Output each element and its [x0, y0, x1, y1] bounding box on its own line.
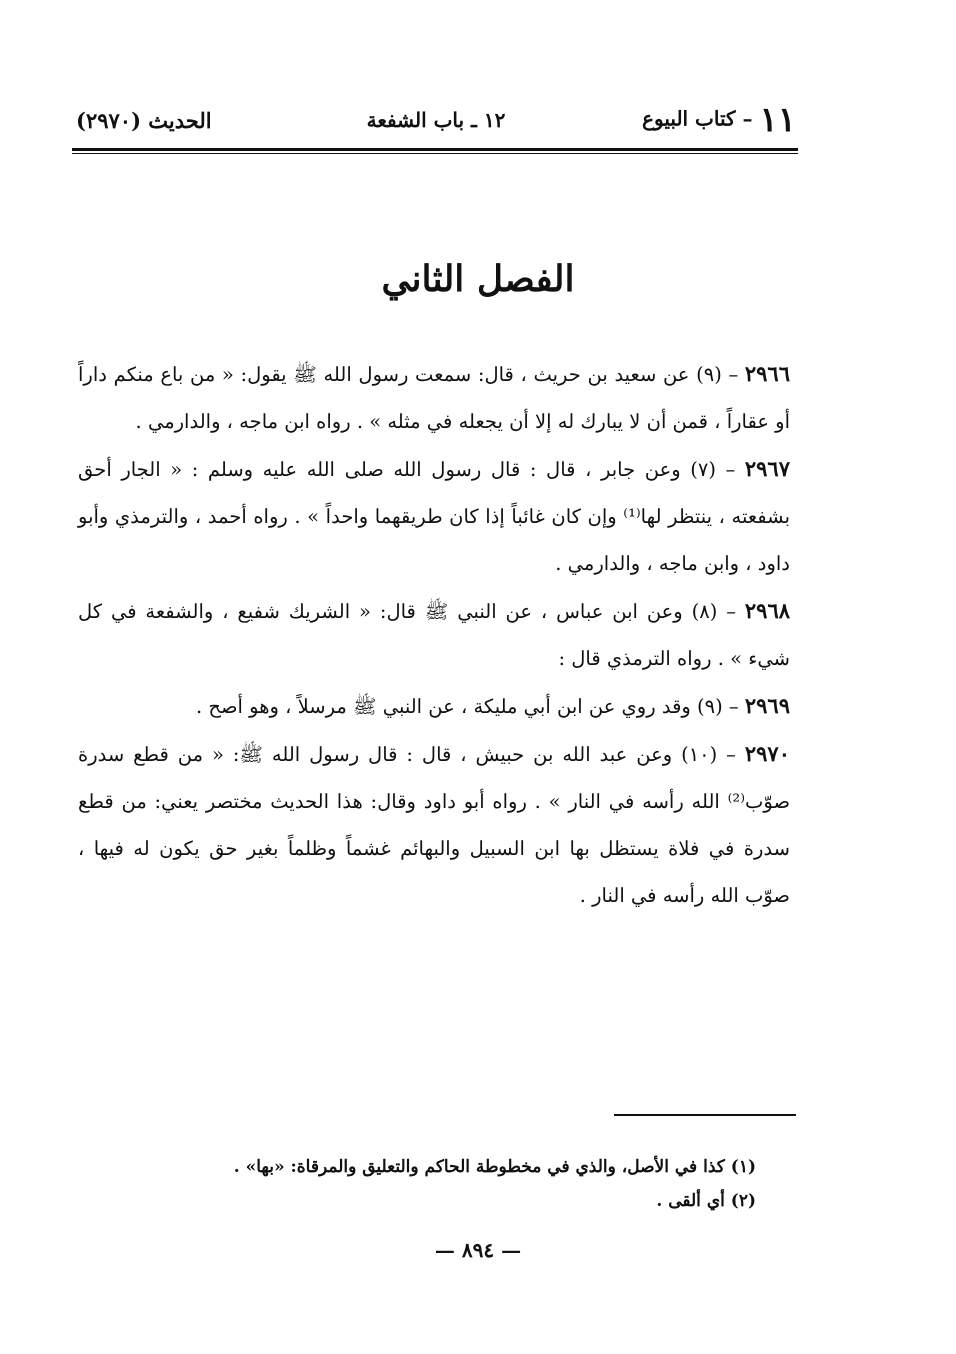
footnotes [160, 1150, 756, 1218]
header-rule-thin [72, 153, 798, 154]
hadith-text: – (١٠) وعن عبد الله بن حبيش ، قال : قال رسول الله ﷺ: « من قطع سدرة صوّب⁽²⁾ الله رأسه في النار » . رواه أبو داود وقال: هذا الحديث مختصر يعني: من قطع سدرة في فلاة يستظل بها ابن السبيل والبهائم غشماً وظلماً بغير حق يكون له فيها ، صوّب الله رأسه في النار . [78, 743, 790, 907]
hadith-number: ٢٩٧٠ [744, 741, 790, 766]
header-rule-thick [72, 148, 798, 151]
footnote: (١) كذا في الأصل، والذي في مخطوطة الحاكم والتعليق والمرقاة: «بها» . [233, 1157, 756, 1177]
hadith-text: – (٩) عن سعيد بن حريث ، قال: سمعت رسول الله ﷺ يقول: « من باع منكم داراً أو عقاراً ، قمن أن لا يبارك له إلا أن يجعله في مثله » . رواه ابن ماجه ، والدارمي . [78, 363, 790, 433]
hadith-paragraph [78, 682, 790, 730]
hadith-paragraph [78, 445, 790, 587]
hadith-list [78, 350, 790, 919]
hadith-paragraph [78, 587, 790, 682]
hadith-number: ٢٩٦٩ [744, 693, 790, 718]
hadith-number: ٢٩٦٦ [744, 361, 790, 386]
hadith-range: الحديث (٢٩٧٠) [76, 108, 212, 133]
hadith-paragraph [78, 730, 790, 919]
hadith-text: – (٩) وقد روي عن ابن أبي مليكة ، عن النبي ﷺ مرسلاً ، وهو أصح . [195, 695, 739, 718]
hadith-number: ٢٩٦٨ [744, 598, 791, 623]
hadith-number: ٢٩٦٧ [744, 456, 790, 481]
page-number: — ٨٩٤ — [434, 1238, 522, 1262]
hadith-text: – (٨) وعن ابن عباس ، عن النبي ﷺ قال: « الشريك شفيع ، والشفعة في كل شيء » . رواه الترمذي قال : [78, 600, 790, 670]
hadith-paragraph [78, 350, 790, 445]
page-header [76, 100, 796, 146]
book-number: ١١ [759, 100, 796, 140]
book-title: – كتاب البيوع [642, 106, 753, 131]
chapter-heading: ١٢ ـ باب الشفعة [366, 108, 506, 132]
section-title: الفصل الثاني [381, 258, 575, 300]
footnote: (٢) أي ألقى . [656, 1191, 756, 1211]
footnote-separator [614, 1114, 796, 1116]
hadith-text: – (٧) وعن جابر ، قال : قال رسول الله صلى الله عليه وسلم : « الجار أحق بشفعته ، ينتظر لها⁽¹⁾ وإن كان غائباً إذا كان طريقهما واحداً » . رواه أحمد ، والترمذي وأبو داود ، وابن ماجه ، والدارمي . [78, 458, 790, 575]
